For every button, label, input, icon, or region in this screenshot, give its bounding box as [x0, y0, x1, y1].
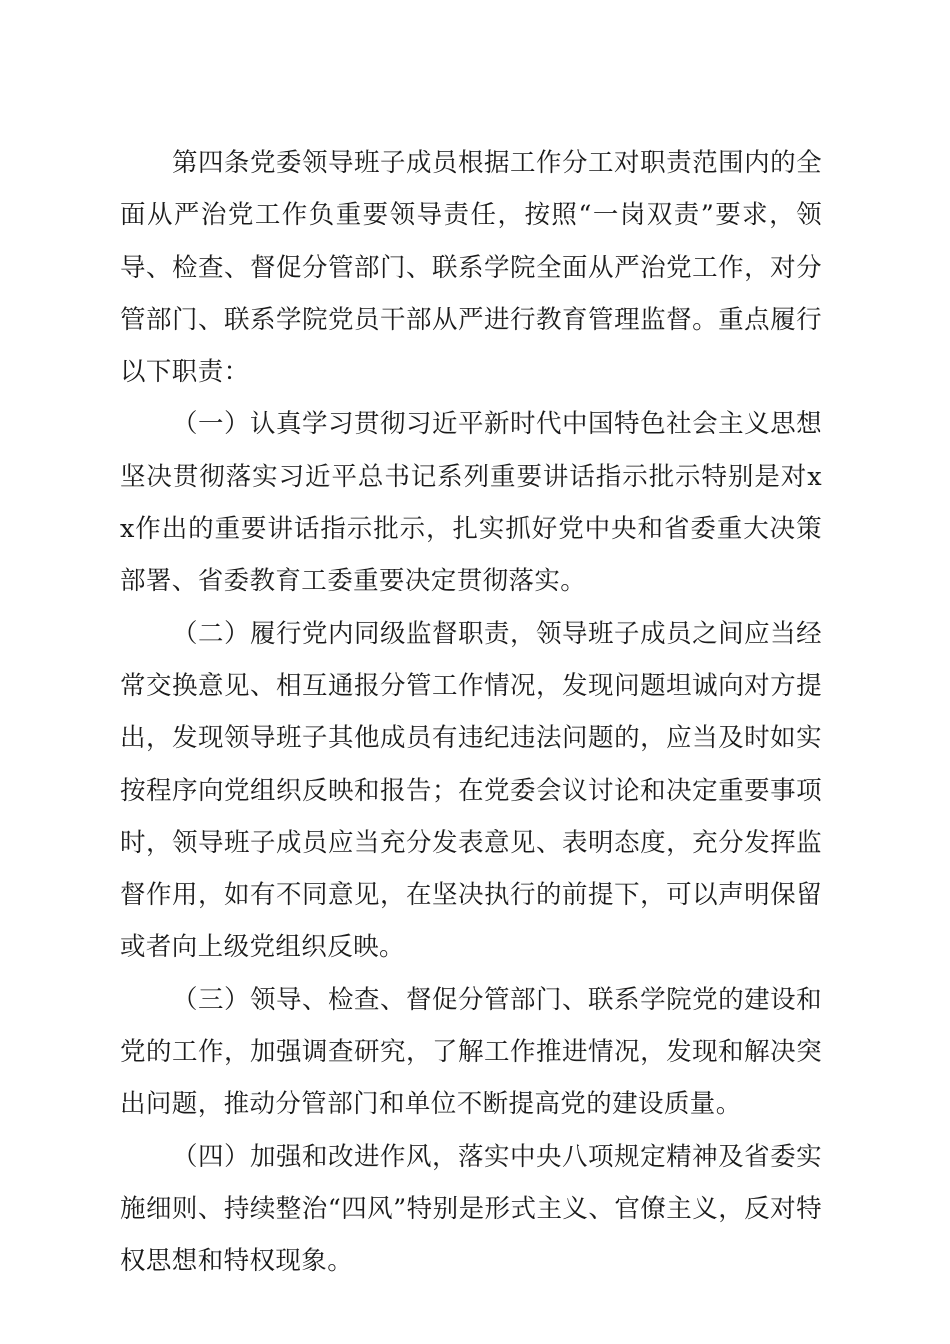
paragraph-item-two: （二）履行党内同级监督职责，领导班子成员之间应当经常交换意见、相互通报分管工作情况，发现问题坦诚向对方提出，发现领导班子其他成员有违纪违法问题的，应当及时如实按程序向党组织反映和报告；在党委会议讨论和决定重要事项时，领导班子成员应当充分发表意见、表明态度，充分发挥监督作用，如有不同意见，在坚决执行的前提下，可以声明保留或者向上级党组织反映。 [120, 618, 822, 963]
paragraph-item-four: （四）加强和改进作风，落实中央八项规定精神及省委实施细则、持续整治“四风”特别是形式主义、官僚主义，反对特权思想和特权现象。 [120, 1141, 822, 1277]
document-body [120, 137, 822, 1288]
paragraph-item-three: （三）领导、检查、督促分管部门、联系学院党的建设和党的工作，加强调查研究，了解工作推进情况，发现和解决突出问题，推动分管部门和单位不断提高党的建设质量。 [120, 984, 822, 1120]
paragraph-article-four: 第四条党委领导班子成员根据工作分工对职责范围内的全面从严治党工作负重要领导责任，按照“一岗双责”要求，领导、检查、督促分管部门、联系学院全面从严治党工作，对分管部门、联系学院党员干部从严进行教育管理监督。重点履行以下职责： [120, 148, 822, 388]
paragraph-item-one: （一）认真学习贯彻习近平新时代中国特色社会主义思想坚决贯彻落实习近平总书记系列重要讲话指示批示特别是对xx作出的重要讲话指示批示，扎实抓好党中央和省委重大决策部署、省委教育工委重要决定贯彻落实。 [120, 409, 822, 597]
